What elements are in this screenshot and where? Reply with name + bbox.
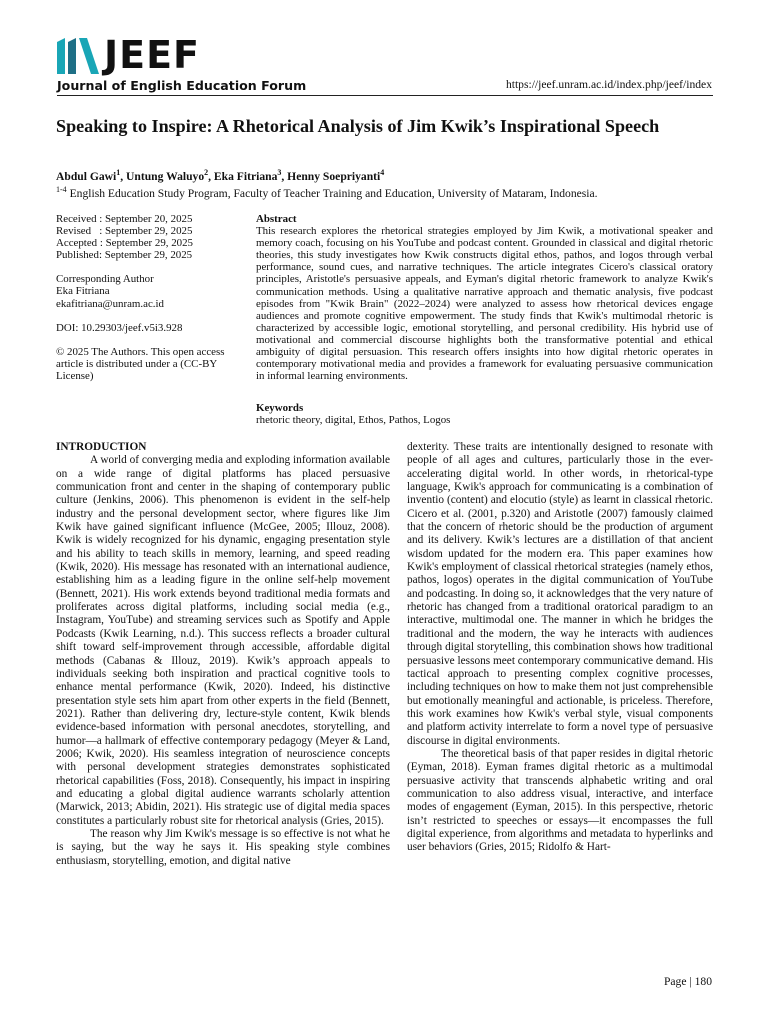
keywords — [256, 402, 713, 427]
body-paragraph: The reason why Jim Kwik's message is so effective is not what he is saying, but the way he says it. His speaking style combines enthusiasm, storytelling, emotion, and digital native — [56, 827, 390, 867]
body-paragraph: dexterity. These traits are intentionally designed to resonate with people of all ages and cultures, particularly those in the ever-accelerating digital world. In other words, in rhetorical-type language, Kwik's approach for communicating is a combination of inventio (content) and elocutio (style) as learnt in classical rhetoric. Cicero et al. (2001, p.320) and Aristotle (2007) famously claimed that the concern of rhetoric should be the production of argument and its delivery. Kwik’s lectures are a distillation of that ancient wisdom updated for the modern era. This paper examines how Kwik's employment of classical rhetorical strategies (namely ethos, pathos, logos) operates in the digital communication of YouTube and podcasting. In doing so, it acknowledges that the very nature of rhetoric has changed from a traditional oratorical paradigm to an interactive, multimodal one. The manner in which he bridges the traditional and the modern, the way he interacts with audiences through digital storytelling, this combination shows how traditional persuasive lessons meet contemporary communicative demand. His tactical approach to presenting complex cognitive processes, including techniques on how to make them not just comprehensible but emotionally meaningful and actionable, is priceless. Therefore, this work examines how Kwik's verbal style, visual components and platform activity interrelate to form a novel type of persuasive discourse in digital environments. — [407, 441, 713, 747]
received-date: Received : September 20, 2025 — [56, 213, 193, 225]
journal-logo-text: JEEF — [104, 33, 201, 77]
doi[interactable]: DOI: 10.29303/jeef.v5i3.928 — [56, 321, 183, 334]
author-sup: 3 — [277, 168, 282, 178]
author-sup: 4 — [380, 168, 385, 178]
corresponding-email[interactable]: ekafitriana@unram.ac.id — [56, 297, 164, 310]
corresponding-name: Eka Fitriana — [56, 285, 110, 298]
section-heading-introduction: INTRODUCTION — [56, 441, 147, 453]
affiliation-text: English Education Study Program, Faculty of Teacher Training and Education, University of Mataram, Indonesia. — [69, 187, 598, 200]
keywords-heading: Keywords — [256, 402, 304, 414]
journal-logo-icon — [57, 38, 101, 74]
abstract-text: This research explores the rhetorical strategies employed by Jim Kwik, a motivational speaker and memory coach, focusing on his YouTube and podcast content. Grounded in classical and digital rhetoric theories, this study investigates how Kwik constructs digital ethos, pathos, and logos through verbal performance, sound cues, and narrative techniques. The article integrates Cicero's classical oratory principles, Aristotle's persuasive appeals, and Eyman's digital rhetoric framework to analyze Kwik's communication methods. Using a qualitative narrative approach and thematic analysis, five podcast episodes from "Kwik Brain" (2022–2024) were analyzed to assess how rhetorical devices engage audiences and promote cognitive empowerment. The study finds that Kwik's multimodal rhetoric is characterized by accessible logic, emotional storytelling, and personal credibility. His hybrid use of motivational and commercial discourse highlights both the transformative potential and ethical ambiguity of digital persuasion. This research offers insights into how digital rhetoric operates in contemporary motivational media and provides a framework for evaluating persuasive communication in informal learning environments. — [256, 225, 713, 383]
published-date: Published: September 29, 2025 — [56, 249, 193, 262]
body-paragraph: A world of converging media and exploding information available on a wide range of digital platforms has placed persuasive communication front and center in the shaping of contemporary public culture (Jenkins, 2006). This phenomenon is evident in the self-help industry and the personal development sector, where figures like Jim Kwik have gained significant influence (McGee, 2005; Illouz, 2008). Kwik is widely recognized for his dynamic, engaging presentation style and his ability to teach skills in memory, learning, and speed reading (Kwik, 2020). His message has resonated with an international audience, establishing him as a leading figure in the online self-help movement (Bennett, 2021). His work extends beyond traditional media formats and proliferates across digital platforms, including social media (e.g., Instagram, YouTube) and streaming services such as Spotify and Apple Podcasts (Kwik Learning, n.d.). This success reflects a broader cultural shift toward self-improvement through accessible, affordable digital methods (Cabanas & Illouz, 2019). Kwik’s approach appeals to individuals seeking both inspiration and practical cognitive tools to enhance mental performance (Kwik, 2020). Indeed, his distinctive presentation style sets him apart from other experts in the field (Bennett, 2021). Rather than delivering dry, lecture-style content, Kwik blends evidence-based information with personal anecdotes, storytelling, and humor—a hallmark of effective contemporary pedagogy (Meyer & Land, 2006; Kwik, 2020). His seamless integration of neuroscience concepts with personal development strategies demonstrates sophisticated rhetorical capabilities (Foss, 2018). Consequently, his impact in inspiring and educating a global digital audience warrants scholarly attention (Marwick, 2013; Abidin, 2021). His strategic use of digital media spaces constitutes a particularly robust site for rhetorical analysis (Gries, 2015). — [56, 454, 390, 827]
author-sup: 2 — [204, 168, 209, 178]
author-name: Abdul Gawi — [56, 170, 117, 183]
abstract-heading: Abstract — [256, 213, 297, 225]
author-sup: 1 — [116, 168, 121, 178]
keywords-text: rhetoric theory, digital, Ethos, Pathos, Logos — [256, 414, 451, 427]
abstract — [256, 213, 713, 382]
page-number: Page | 180 — [663, 975, 712, 988]
author-name: Henny Soepriyanti — [287, 170, 381, 183]
corresponding-label: Corresponding Author — [56, 273, 154, 286]
article-meta — [56, 213, 246, 382]
author-name: Untung Waluyo — [126, 170, 205, 183]
body-paragraph: The theoretical basis of that paper resides in digital rhetoric (Eyman, 2018). Eyman frames digital rhetoric as a multimodal persuasive activity that transcends alphabetic writing and oral communication to also address visual, interactive, and interface modes of engagement (Eyman, 2015). In this perspective, rhetoric isn’t restricted to speeches or essays—it encompasses the full digital experience, from algorithms and metadata to hyperlinks and user behaviors (Gries, 2015; Ridolfo & Hart- — [407, 747, 713, 854]
body-column-left — [56, 441, 390, 868]
author-list: Abdul Gawi$^1$, Untung Waluyo$^2$, Eka Fitriana$^3$, Henny Soepriyanti$^4$ — [56, 168, 385, 183]
license-note: © 2025 The Authors. This open access article is distributed under a (CC-BY License) — [56, 345, 225, 382]
affiliation — [56, 187, 598, 201]
affiliation-sup: 1-4 — [56, 185, 67, 195]
journal-url-link[interactable]: https://jeef.unram.ac.id/index.php/jeef/index — [505, 78, 712, 91]
accepted-date: Accepted : September 29, 2025 — [56, 237, 193, 250]
author-name: Eka Fitriana — [213, 170, 278, 183]
body-column-right — [407, 441, 713, 855]
journal-name: Journal of English Education Forum — [57, 78, 307, 93]
article-title: Speaking to Inspire: A Rhetorical Analysis of Jim Kwik’s Inspirational Speech — [56, 116, 660, 136]
revised-date: Revised : September 29, 2025 — [56, 225, 193, 238]
header-divider — [57, 95, 713, 96]
